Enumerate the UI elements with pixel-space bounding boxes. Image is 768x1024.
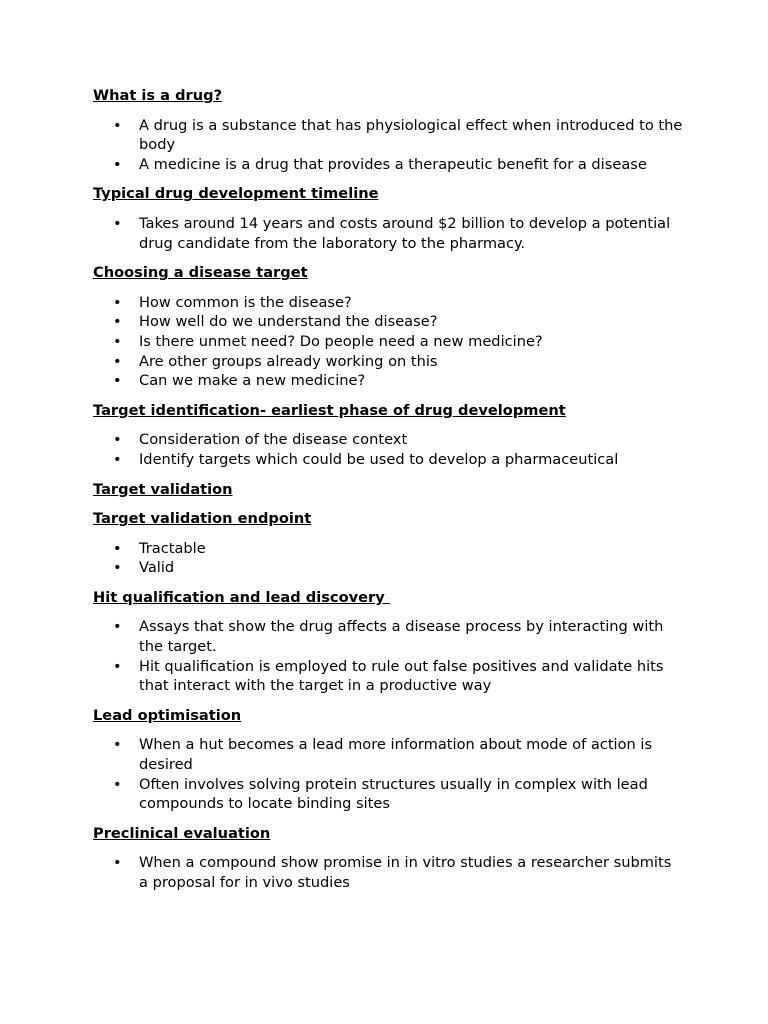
list-item-text: A medicine is a drug that provides a therapeutic benefit for a disease	[139, 155, 647, 173]
bullet-icon: •	[113, 116, 122, 134]
section	[93, 263, 683, 391]
list-item-text: Assays that show the drug affects a disease process by interacting with the target.	[139, 618, 664, 656]
bullet-list	[93, 539, 683, 578]
section	[93, 824, 683, 893]
list-item	[93, 558, 683, 578]
list-item	[93, 853, 683, 892]
list-item	[93, 312, 683, 332]
list-item	[93, 735, 683, 774]
list-item	[93, 657, 683, 696]
bullet-icon: •	[113, 372, 122, 390]
section	[93, 706, 683, 814]
bullet-list	[93, 214, 683, 253]
list-item-text: Valid	[139, 559, 175, 577]
bullet-list	[93, 853, 683, 892]
list-item-text: When a hut becomes a lead more information about mode of action is desired	[139, 736, 653, 774]
bullet-icon: •	[113, 736, 122, 754]
bullet-icon: •	[113, 657, 122, 675]
bullet-icon: •	[113, 332, 122, 350]
list-item-text: Are other groups already working on this	[139, 352, 438, 370]
section	[93, 184, 683, 253]
bullet-icon: •	[113, 775, 122, 793]
section-heading: Hit qualification and lead discovery	[93, 588, 390, 606]
list-item	[93, 352, 683, 372]
document-page	[93, 86, 683, 903]
bullet-list	[93, 735, 683, 813]
list-item-text: When a compound show promise in in vitro studies a researcher submits a proposal for in vivo studies	[139, 854, 672, 891]
list-item-text: Hit qualification is employed to rule out false positives and validate hits that interact with the target in a productive way	[139, 657, 664, 695]
list-item-text: Tractable	[139, 539, 206, 557]
list-item-text: Identify targets which could be used to develop a pharmaceutical	[139, 450, 619, 468]
section	[93, 509, 683, 578]
list-item	[93, 539, 683, 559]
section-heading: Lead optimisation	[93, 706, 242, 724]
list-item	[93, 617, 683, 656]
bullet-icon: •	[113, 618, 122, 636]
bullet-icon: •	[113, 450, 122, 468]
list-item	[93, 430, 683, 450]
bullet-icon: •	[113, 352, 122, 370]
list-item	[93, 775, 683, 814]
section	[93, 588, 683, 696]
list-item-text: Can we make a new medicine?	[139, 372, 366, 390]
list-item	[93, 155, 683, 175]
bullet-icon: •	[113, 214, 122, 232]
list-item-text: A drug is a substance that has physiological effect when introduced to the body	[139, 116, 683, 154]
bullet-list	[93, 293, 683, 391]
bullet-icon: •	[113, 559, 122, 577]
bullet-icon: •	[113, 155, 122, 173]
section	[93, 86, 683, 174]
section-heading: Target validation endpoint	[93, 510, 312, 528]
list-item	[93, 116, 683, 155]
list-item	[93, 371, 683, 391]
bullet-list	[93, 430, 683, 469]
bullet-list	[93, 116, 683, 175]
list-item-text: Is there unmet need? Do people need a new medicine?	[139, 332, 543, 350]
section-heading: Target identification- earliest phase of drug development	[93, 401, 566, 419]
list-item-text: How common is the disease?	[139, 293, 352, 311]
bullet-icon: •	[113, 313, 122, 331]
list-item	[93, 332, 683, 352]
list-item-text: Often involves solving protein structures usually in complex with lead compounds to locate binding sites	[139, 775, 648, 813]
list-item-text: Takes around 14 years and costs around $2 billion to develop a potential drug candidate from the laboratory to the pharmacy.	[139, 214, 671, 252]
section	[93, 480, 683, 500]
list-item	[93, 293, 683, 313]
bullet-list	[93, 617, 683, 695]
bullet-icon: •	[113, 431, 122, 449]
bullet-icon: •	[113, 539, 122, 557]
bullet-icon: •	[113, 293, 122, 311]
section	[93, 401, 683, 470]
list-item	[93, 214, 683, 253]
section-heading: Typical drug development timeline	[93, 185, 379, 203]
section-heading: What is a drug?	[93, 87, 223, 104]
section-heading: Preclinical evaluation	[93, 824, 271, 842]
list-item	[93, 450, 683, 470]
list-item-text: How well do we understand the disease?	[139, 313, 438, 331]
section-heading: Choosing a disease target	[93, 264, 308, 282]
list-item-text: Consideration of the disease context	[139, 431, 408, 449]
section-heading: Target validation	[93, 480, 233, 498]
bullet-icon: •	[113, 854, 122, 872]
